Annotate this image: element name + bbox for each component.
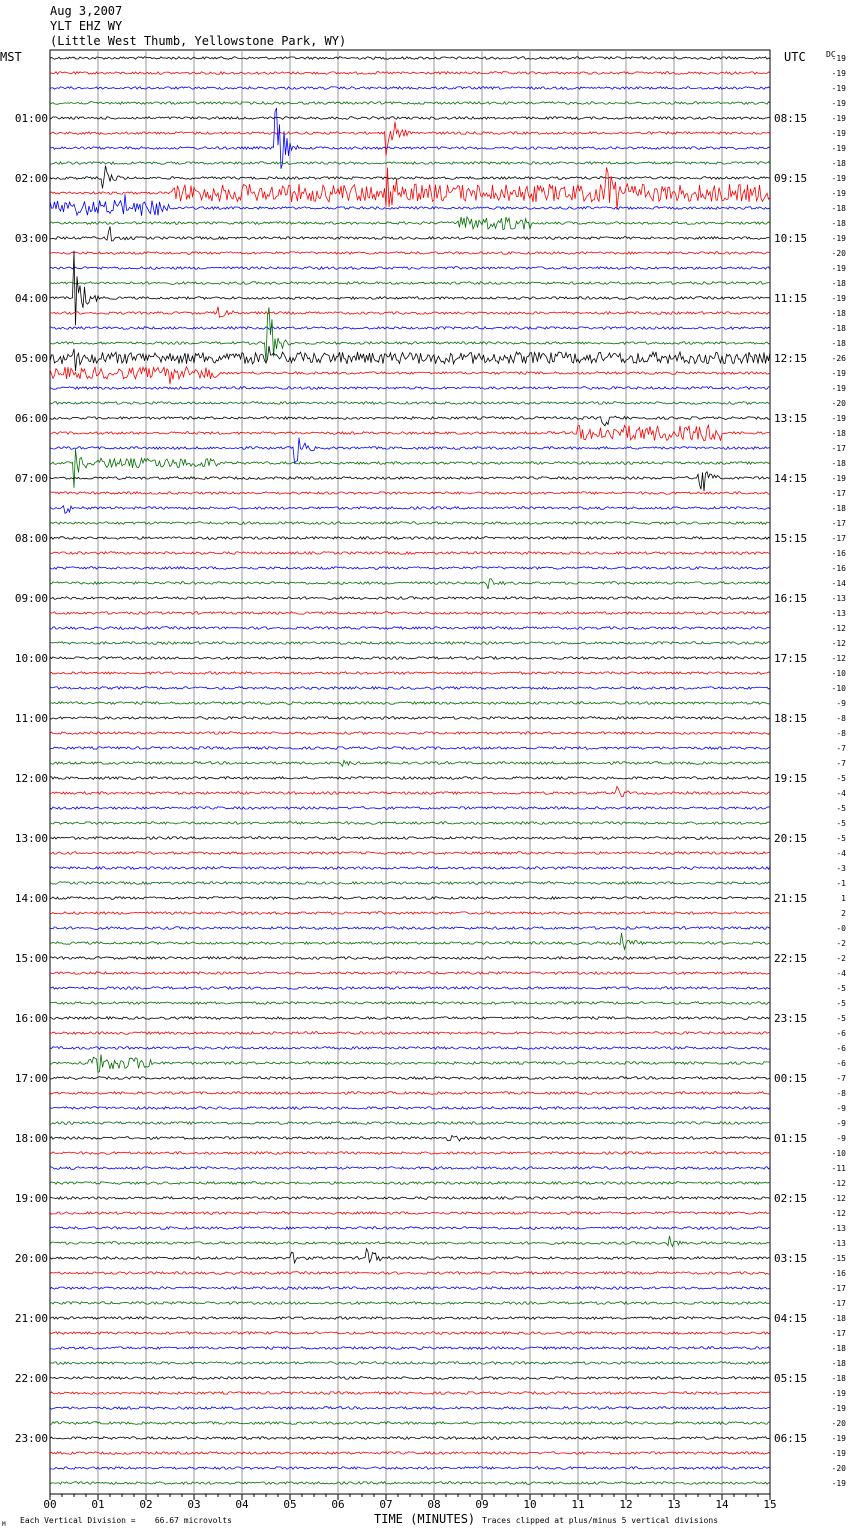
dc-offset-label: -17 (831, 1284, 846, 1293)
dc-offset-label: -7 (836, 744, 846, 753)
trace-25 (50, 425, 770, 441)
trace-11 (50, 217, 770, 230)
dc-offset-label: -8 (836, 1089, 846, 1098)
dc-offset-label: -10 (831, 669, 846, 678)
dc-offset-label: -12 (831, 1179, 846, 1188)
trace-21 (50, 367, 770, 385)
trace-79 (50, 1236, 770, 1247)
dc-offset-label: -0 (836, 924, 846, 933)
trace-87 (50, 1362, 770, 1365)
left-hour-label: 13:00 (14, 832, 48, 845)
trace-35 (50, 579, 770, 589)
trace-85 (50, 1332, 770, 1335)
trace-93 (50, 1452, 770, 1455)
left-hour-label: 14:00 (14, 892, 48, 905)
right-hour-label: 14:15 (774, 472, 808, 485)
left-hour-label: 03:00 (14, 232, 48, 245)
dc-offset-label: -12 (831, 639, 846, 648)
right-hour-label: 22:15 (774, 952, 808, 965)
trace-24 (50, 416, 770, 426)
trace-39 (50, 642, 770, 645)
trace-28 (50, 472, 770, 491)
dc-offset-label: -17 (831, 519, 846, 528)
right-hour-label: 20:15 (774, 832, 808, 845)
trace-92 (50, 1437, 770, 1440)
dc-offset-label: -19 (831, 294, 846, 303)
left-hour-label: 07:00 (14, 472, 48, 485)
dc-offset-label: -5 (836, 804, 846, 813)
trace-18 (50, 327, 770, 330)
trace-47 (50, 760, 770, 766)
trace-51 (50, 822, 770, 825)
trace-12 (50, 227, 770, 241)
trace-53 (50, 852, 770, 855)
right-hour-label: 17:15 (774, 652, 808, 665)
dc-offset-label: -20 (831, 399, 846, 408)
right-hour-label: 00:15 (774, 1072, 808, 1085)
left-hour-label: 02:00 (14, 172, 48, 185)
trace-58 (50, 927, 770, 930)
trace-31 (50, 522, 770, 525)
trace-62 (50, 987, 770, 990)
trace-90 (50, 1407, 770, 1410)
trace-70 (50, 1107, 770, 1110)
trace-94 (50, 1467, 770, 1470)
trace-33 (50, 552, 770, 555)
left-hour-label: 23:00 (14, 1432, 48, 1445)
dc-offset-label: -5 (836, 774, 846, 783)
dc-offset-label: -20 (831, 249, 846, 258)
trace-64 (50, 1017, 770, 1020)
dc-offset-label: -18 (831, 1344, 846, 1353)
right-hour-label: 16:15 (774, 592, 808, 605)
dc-offset-label: -18 (831, 429, 846, 438)
dc-offset-header: DC (826, 50, 836, 59)
trace-16 (50, 251, 770, 326)
trace-13 (50, 252, 770, 255)
left-hour-label: 15:00 (14, 952, 48, 965)
x-tick-label: 05 (283, 1498, 297, 1511)
trace-84 (50, 1317, 770, 1320)
trace-44 (50, 717, 770, 720)
trace-56 (50, 897, 770, 900)
dc-offset-label: -18 (831, 219, 846, 228)
trace-69 (50, 1092, 770, 1095)
trace-27 (50, 449, 770, 488)
dc-offset-label: -20 (831, 1464, 846, 1473)
dc-offset-label: -16 (831, 1269, 846, 1278)
dc-offset-label: 2 (841, 909, 846, 918)
dc-offset-label: -14 (831, 579, 846, 588)
trace-95 (50, 1482, 770, 1485)
x-tick-label: 06 (331, 1498, 345, 1511)
left-hour-label: 11:00 (14, 712, 48, 725)
dc-offset-label: -18 (831, 279, 846, 288)
dc-offset-label: -9 (836, 699, 846, 708)
dc-offset-label: -5 (836, 834, 846, 843)
dc-offset-label: -13 (831, 1239, 846, 1248)
right-hour-label: 13:15 (774, 412, 808, 425)
trace-19 (50, 307, 770, 362)
dc-offset-label: -12 (831, 1194, 846, 1203)
x-tick-label: 11 (571, 1498, 585, 1511)
x-axis-title: TIME (MINUTES) (374, 1512, 476, 1526)
trace-3 (50, 102, 770, 105)
left-hour-label: 10:00 (14, 652, 48, 665)
left-hour-label: 09:00 (14, 592, 48, 605)
trace-49 (50, 786, 770, 796)
dc-offset-label: -18 (831, 309, 846, 318)
left-hour-label: 06:00 (14, 412, 48, 425)
trace-50 (50, 807, 770, 810)
x-tick-label: 09 (475, 1498, 489, 1511)
trace-40 (50, 657, 770, 660)
dc-offset-label: -18 (831, 504, 846, 513)
x-tick-label: 02 (139, 1498, 153, 1511)
dc-offset-label: -16 (831, 549, 846, 558)
left-hour-label: 19:00 (14, 1192, 48, 1205)
dc-offset-label: -19 (831, 174, 846, 183)
x-tick-label: 12 (619, 1498, 633, 1511)
station-location: (Little West Thumb, Yellowstone Park, WY) (50, 34, 347, 48)
right-hour-label: 03:15 (774, 1252, 808, 1265)
dc-offset-label: -17 (831, 534, 846, 543)
dc-offset-label: -8 (836, 729, 846, 738)
trace-65 (50, 1032, 770, 1035)
dc-offset-label: -19 (831, 1479, 846, 1488)
trace-5 (50, 122, 770, 156)
right-hour-label: 06:15 (774, 1432, 808, 1445)
x-tick-label: 04 (235, 1498, 249, 1511)
trace-42 (50, 687, 770, 690)
trace-34 (50, 567, 770, 570)
dc-offset-label: -17 (831, 444, 846, 453)
left-hour-label: 21:00 (14, 1312, 48, 1325)
trace-1 (50, 72, 770, 75)
trace-17 (50, 307, 770, 318)
trace-77 (50, 1212, 770, 1215)
trace-66 (50, 1047, 770, 1050)
dc-offset-label: -11 (831, 1164, 846, 1173)
left-hour-label: 12:00 (14, 772, 48, 785)
trace-67 (50, 1054, 770, 1072)
trace-73 (50, 1152, 770, 1155)
right-hour-label: 09:15 (774, 172, 808, 185)
vertical-division-note: Each Vertical Division = 66.67 microvolts (20, 1516, 232, 1525)
dc-offset-label: -7 (836, 1074, 846, 1083)
trace-83 (50, 1302, 770, 1305)
left-hour-label: 17:00 (14, 1072, 48, 1085)
right-hour-label: 21:15 (774, 892, 808, 905)
right-timezone-label: UTC (784, 50, 806, 64)
dc-offset-label: -18 (831, 1314, 846, 1323)
x-tick-label: 01 (91, 1498, 105, 1511)
x-tick-label: 15 (763, 1498, 777, 1511)
dc-offset-label: -9 (836, 1134, 846, 1143)
dc-offset-label: -19 (831, 114, 846, 123)
trace-29 (50, 492, 770, 495)
left-hour-label: 16:00 (14, 1012, 48, 1025)
trace-37 (50, 612, 770, 615)
dc-offset-label: -18 (831, 459, 846, 468)
dc-offset-label: -19 (831, 1449, 846, 1458)
trace-38 (50, 627, 770, 630)
trace-26 (50, 438, 770, 463)
right-hour-label: 18:15 (774, 712, 808, 725)
dc-offset-label: -10 (831, 684, 846, 693)
dc-offset-label: -18 (831, 1359, 846, 1368)
trace-54 (50, 867, 770, 870)
trace-9 (50, 167, 770, 209)
dc-offset-label: -18 (831, 204, 846, 213)
trace-45 (50, 732, 770, 735)
dc-offset-label: -20 (831, 1419, 846, 1428)
dc-offset-label: -19 (831, 99, 846, 108)
trace-57 (50, 912, 770, 915)
trace-36 (50, 597, 770, 600)
station-code: YLT EHZ WY (50, 19, 123, 33)
trace-72 (50, 1135, 770, 1141)
dc-offset-label: -13 (831, 609, 846, 618)
x-tick-label: 03 (187, 1498, 201, 1511)
dc-offset-label: -19 (831, 1404, 846, 1413)
trace-81 (50, 1272, 770, 1275)
trace-2 (50, 87, 770, 90)
dc-offset-label: -6 (836, 1029, 846, 1038)
x-tick-label: 10 (523, 1498, 537, 1511)
dc-offset-label: -19 (831, 264, 846, 273)
left-hour-label: 08:00 (14, 532, 48, 545)
trace-30 (50, 506, 770, 514)
trace-46 (50, 747, 770, 750)
trace-14 (50, 267, 770, 270)
trace-68 (50, 1077, 770, 1080)
dc-offset-label: -13 (831, 594, 846, 603)
dc-offset-label: -5 (836, 1014, 846, 1023)
trace-75 (50, 1182, 770, 1185)
trace-4 (50, 117, 770, 120)
right-hour-label: 19:15 (774, 772, 808, 785)
corner-mark: M (2, 1521, 6, 1528)
dc-offset-label: -18 (831, 1374, 846, 1383)
dc-offset-label: -19 (831, 474, 846, 483)
left-hour-label: 22:00 (14, 1372, 48, 1385)
dc-offset-label: -9 (836, 1119, 846, 1128)
right-hour-label: 05:15 (774, 1372, 808, 1385)
right-hour-label: 08:15 (774, 112, 808, 125)
dc-offset-label: -19 (831, 189, 846, 198)
dc-offset-label: -12 (831, 1209, 846, 1218)
dc-offset-label: -6 (836, 1059, 846, 1068)
dc-offset-label: -18 (831, 324, 846, 333)
dc-offset-label: -19 (831, 144, 846, 153)
trace-74 (50, 1167, 770, 1170)
dc-offset-label: -19 (831, 234, 846, 243)
right-hour-label: 12:15 (774, 352, 808, 365)
trace-15 (50, 282, 770, 285)
trace-80 (50, 1249, 770, 1263)
x-tick-label: 13 (667, 1498, 681, 1511)
right-hour-label: 15:15 (774, 532, 808, 545)
trace-23 (50, 402, 770, 405)
dc-offset-label: -19 (831, 369, 846, 378)
trace-55 (50, 882, 770, 885)
trace-48 (50, 777, 770, 780)
dc-offset-label: -6 (836, 1044, 846, 1053)
dc-offset-label: -2 (836, 954, 846, 963)
dc-offset-label: -18 (831, 159, 846, 168)
trace-86 (50, 1347, 770, 1350)
dc-offset-label: -8 (836, 714, 846, 723)
trace-6 (50, 108, 770, 169)
dc-offset-label: -2 (836, 939, 846, 948)
trace-76 (50, 1197, 770, 1200)
trace-91 (50, 1422, 770, 1425)
dc-offset-label: -5 (836, 984, 846, 993)
trace-88 (50, 1377, 770, 1380)
dc-offset-label: -18 (831, 339, 846, 348)
dc-offset-label: -17 (831, 1329, 846, 1338)
right-hour-label: 04:15 (774, 1312, 808, 1325)
dc-offset-label: -19 (831, 54, 846, 63)
dc-offset-label: -4 (836, 969, 846, 978)
trace-8 (50, 166, 770, 189)
dc-offset-label: -3 (836, 864, 846, 873)
dc-offset-label: -16 (831, 564, 846, 573)
dc-offset-label: -5 (836, 819, 846, 828)
dc-offset-label: 1 (841, 894, 846, 903)
trace-52 (50, 837, 770, 840)
dc-offset-label: -10 (831, 1149, 846, 1158)
right-hour-label: 23:15 (774, 1012, 808, 1025)
trace-89 (50, 1392, 770, 1395)
plot-frame (50, 50, 770, 1494)
x-tick-label: 07 (379, 1498, 393, 1511)
dc-offset-label: -19 (831, 129, 846, 138)
trace-0 (50, 57, 770, 60)
x-tick-label: 00 (43, 1498, 57, 1511)
dc-offset-label: -9 (836, 1104, 846, 1113)
trace-22 (50, 387, 770, 390)
dc-offset-label: -4 (836, 789, 846, 798)
clipping-note: Traces clipped at plus/minus 5 vertical divisions (482, 1516, 719, 1525)
dc-offset-label: -13 (831, 1224, 846, 1233)
x-tick-label: 14 (715, 1498, 729, 1511)
right-hour-label: 02:15 (774, 1192, 808, 1205)
dc-offset-label: -19 (831, 84, 846, 93)
left-hour-label: 20:00 (14, 1252, 48, 1265)
dc-offset-label: -5 (836, 999, 846, 1008)
dc-offset-label: -15 (831, 1254, 846, 1263)
left-hour-label: 04:00 (14, 292, 48, 305)
plot-date: Aug 3,2007 (50, 4, 123, 18)
dc-offset-label: -19 (831, 1389, 846, 1398)
dc-offset-label: -1 (836, 879, 846, 888)
trace-59 (50, 933, 770, 949)
trace-82 (50, 1287, 770, 1290)
dc-offset-label: -17 (831, 489, 846, 498)
left-hour-label: 05:00 (14, 352, 48, 365)
dc-offset-label: -19 (831, 1434, 846, 1443)
left-hour-label: 01:00 (14, 112, 48, 125)
right-hour-label: 11:15 (774, 292, 808, 305)
dc-offset-label: -17 (831, 1299, 846, 1308)
dc-offset-label: -26 (831, 354, 846, 363)
trace-32 (50, 537, 770, 540)
x-tick-label: 08 (427, 1498, 441, 1511)
trace-7 (50, 162, 770, 165)
trace-43 (50, 702, 770, 705)
trace-78 (50, 1227, 770, 1230)
left-timezone-label: MST (0, 50, 22, 64)
trace-41 (50, 672, 770, 675)
dc-offset-label: -4 (836, 849, 846, 858)
trace-71 (50, 1122, 770, 1125)
right-hour-label: 01:15 (774, 1132, 808, 1145)
dc-offset-label: -19 (831, 69, 846, 78)
left-hour-label: 18:00 (14, 1132, 48, 1145)
dc-offset-label: -12 (831, 624, 846, 633)
right-hour-label: 10:15 (774, 232, 808, 245)
trace-60 (50, 957, 770, 960)
dc-offset-label: -19 (831, 414, 846, 423)
trace-63 (50, 1002, 770, 1005)
trace-61 (50, 972, 770, 975)
dc-offset-label: -12 (831, 654, 846, 663)
dc-offset-label: -7 (836, 759, 846, 768)
dc-offset-label: -19 (831, 384, 846, 393)
